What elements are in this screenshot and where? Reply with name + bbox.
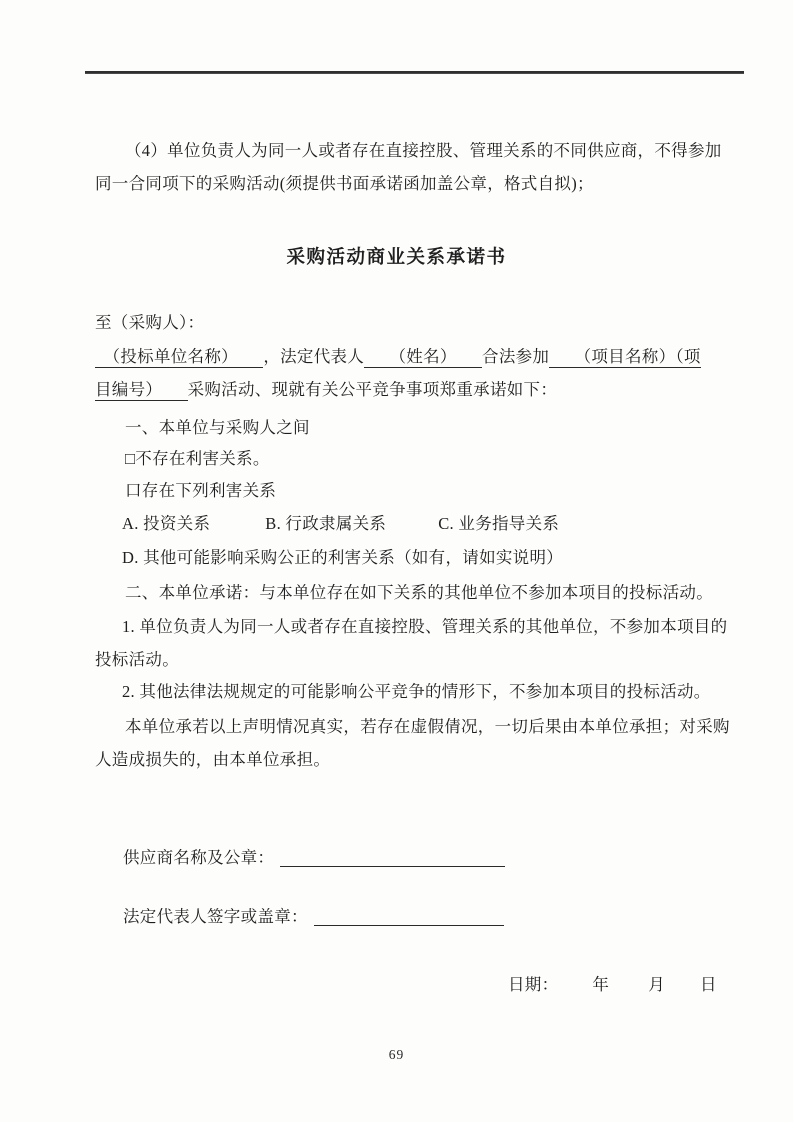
option-c: C. 业务指导关系 <box>438 514 560 533</box>
section2-heading: 二、本单位承诺：与本单位存在如下关系的其他单位不参加本项目的投标活动。 <box>125 583 713 602</box>
fill-blank-name: （姓名） <box>364 347 483 366</box>
fill-blank-project-number: 目编号） <box>95 380 188 399</box>
supplier-seal-row <box>95 841 747 874</box>
item2-text: 2. 其他法律法规规定的可能影响公平竞争的情形下，不参加本项目的投标活动。 <box>122 682 711 701</box>
header-rule <box>85 71 744 74</box>
fill-text-participate: 合法参加 <box>482 347 550 366</box>
fill-line-1 <box>95 340 747 373</box>
date-row <box>508 968 793 1001</box>
item1-line-1 <box>95 610 747 643</box>
document-title: 采购活动商业关系承诺书 <box>286 248 507 268</box>
legal-rep-sign-line <box>314 908 504 926</box>
fill-text-commitment-intro: 采购活动、现就有关公平竞争事项郑重承诺如下： <box>187 380 558 399</box>
fill-blank-project-name: （项目名称）（项 <box>549 347 701 366</box>
preamble-line-1: （4）单位负责人为同一人或者存在直接控股、管理关系的不同供应商，不得参加 <box>125 141 722 160</box>
preamble-line-2: 同一合同项下的采购活动(须提供书面承诺函加盖公章，格式自拟)； <box>95 174 594 193</box>
date-day: 日 <box>700 975 717 994</box>
item2-line <box>95 675 747 708</box>
checkbox-no-conflict: □不存在利害关系。 <box>125 449 270 468</box>
option-d-text: D. 其他可能影响采购公正的利害关系（如有，请如实说明） <box>122 548 564 567</box>
date-month: 月 <box>648 975 666 994</box>
item1-line-1-text: 1. 单位负责人为同一人或者存在直接控股、管理关系的其他单位，不参加本项目的 <box>122 617 728 636</box>
section1-heading: 一、本单位与采购人之间 <box>125 418 310 437</box>
option-b: B. 行政隶属关系 <box>265 514 387 533</box>
option-a: A. 投资关系 <box>122 514 211 533</box>
salutation: 至（采购人）： <box>95 313 205 332</box>
item1-line-2: 投标活动。 <box>95 650 179 669</box>
page-number: 69 <box>388 1047 405 1062</box>
closing-line-2: 人造成损失的，由本单位承担。 <box>95 750 331 769</box>
fill-text-legal-rep: ，法定代表人 <box>263 347 365 366</box>
option-d <box>95 541 747 574</box>
closing-line-1: 本单位承若以上声明情况真实，若存在虚假倩况，一切后果由本单位承担；对采购 <box>125 717 730 736</box>
fill-line-2 <box>95 373 747 406</box>
legal-rep-sign-row <box>95 900 747 933</box>
date-year: 年 <box>592 975 610 994</box>
conflict-options-row <box>95 507 747 540</box>
legal-rep-sign-label: 法定代表人签字或盖章： <box>123 907 308 926</box>
date-label: 日期： <box>508 975 559 994</box>
checkbox-has-conflict: 口存在下列利害关系 <box>125 481 277 500</box>
supplier-seal-line <box>280 849 505 867</box>
fill-blank-bidder-name: （投标单位名称） <box>95 347 264 366</box>
supplier-seal-label: 供应商名称及公章： <box>123 848 275 867</box>
